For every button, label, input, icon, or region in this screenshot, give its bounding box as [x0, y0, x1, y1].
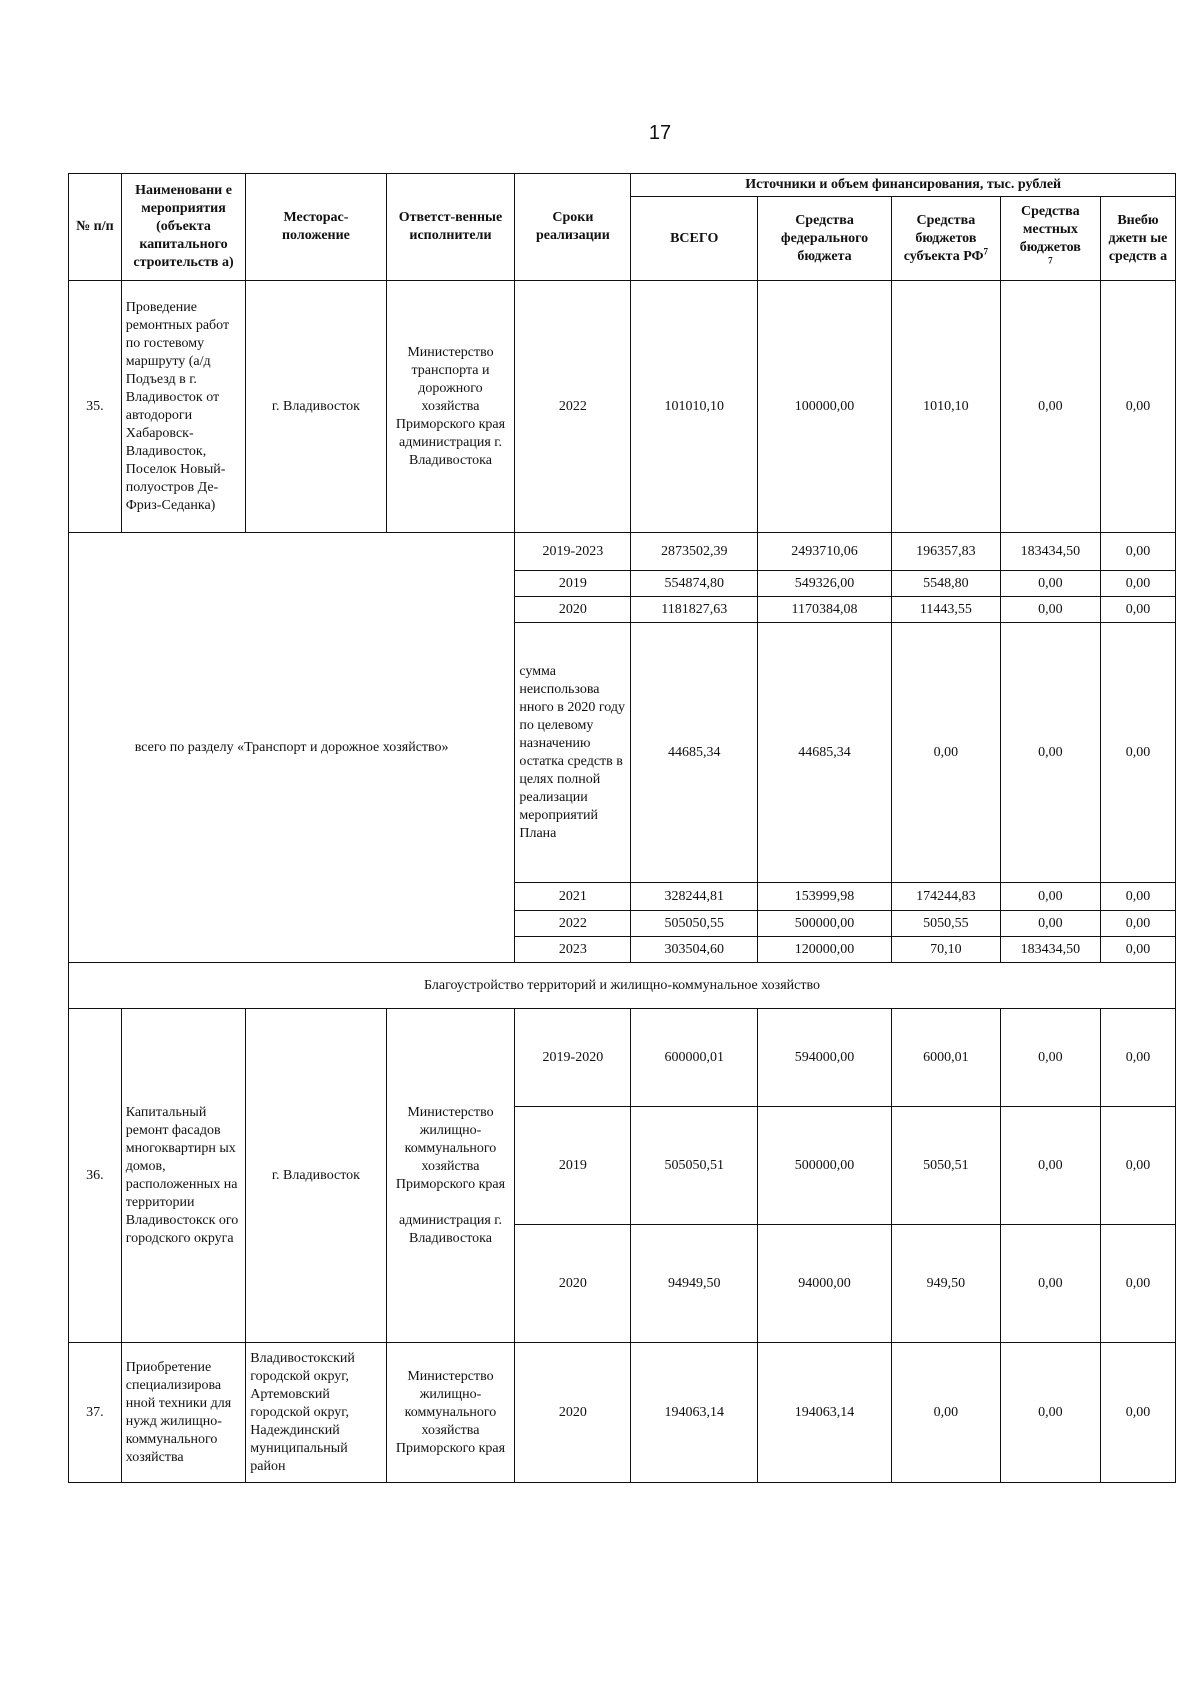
row36-total: 94949,50: [631, 1225, 758, 1343]
total-federal: 2493710,06: [758, 533, 892, 571]
row35-extra: 0,00: [1100, 281, 1175, 533]
row36-executors-ministry: Министерство жилищно-коммунального хозяйства Приморского края: [395, 1104, 506, 1192]
row36-executors-admin: администрация г. Владивостока: [398, 1212, 502, 1246]
row37-total: 194063,14: [631, 1343, 758, 1483]
header-total: ВСЕГО: [631, 197, 758, 281]
total-sum: 1181827,63: [631, 597, 758, 623]
total-local: 183434,50: [1000, 937, 1100, 963]
table-row-37: [69, 1343, 1176, 1483]
total-federal: 44685,34: [758, 623, 892, 883]
total-local: 0,00: [1000, 883, 1100, 911]
row36-federal: 500000,00: [758, 1107, 892, 1225]
total-sum: 328244,81: [631, 883, 758, 911]
total-regional: 196357,83: [892, 533, 1001, 571]
total-extra: 0,00: [1100, 597, 1175, 623]
row35-term: 2022: [515, 281, 631, 533]
row36-name: Капитальный ремонт фасадов многоквартирн ых домов, расположенных на территории Владивостокск ого городского округа: [121, 1009, 246, 1343]
total-regional: 5548,80: [892, 571, 1001, 597]
total-sum: 303504,60: [631, 937, 758, 963]
section2-title: Благоустройство территорий и жилищно-коммунальное хозяйство: [69, 963, 1176, 1009]
total-sum: 505050,55: [631, 911, 758, 937]
total-sum: 554874,80: [631, 571, 758, 597]
row35-regional: 1010,10: [892, 281, 1001, 533]
row37-local: 0,00: [1000, 1343, 1100, 1483]
total-local: 0,00: [1000, 571, 1100, 597]
row36-local: 0,00: [1000, 1225, 1100, 1343]
total-term: 2019-2023: [515, 533, 631, 571]
header-row-1: [69, 174, 1176, 197]
header-extra: Внебю джетн ые средств а: [1100, 197, 1175, 281]
header-local-label: Средства местных бюджетов: [1019, 203, 1081, 255]
section-total-label: всего по разделу «Транспорт и дорожное хозяйство»: [69, 533, 515, 963]
header-sources: Источники и объем финансирования, тыс. рублей: [631, 174, 1176, 197]
row36-extra: 0,00: [1100, 1225, 1175, 1343]
row36-extra: 0,00: [1100, 1107, 1175, 1225]
total-term: 2021: [515, 883, 631, 911]
header-regional-label: Средства бюджетов субъекта РФ: [903, 212, 984, 264]
row36-local: 0,00: [1000, 1107, 1100, 1225]
table-row-36: [69, 1009, 1176, 1107]
row36-local: 0,00: [1000, 1009, 1100, 1107]
total-regional: 11443,55: [892, 597, 1001, 623]
total-extra: 0,00: [1100, 571, 1175, 597]
row36-federal: 94000,00: [758, 1225, 892, 1343]
row36-federal: 594000,00: [758, 1009, 892, 1107]
total-extra: 0,00: [1100, 623, 1175, 883]
total-local: 0,00: [1000, 911, 1100, 937]
row35-local: 0,00: [1000, 281, 1100, 533]
total-sum: 44685,34: [631, 623, 758, 883]
page-number: 17: [648, 122, 672, 144]
row37-term: 2020: [515, 1343, 631, 1483]
row36-executors: [386, 1009, 515, 1343]
row36-term: 2020: [515, 1225, 631, 1343]
total-row-0: [69, 533, 1176, 571]
total-term: 2022: [515, 911, 631, 937]
total-federal: 153999,98: [758, 883, 892, 911]
row36-total: 600000,01: [631, 1009, 758, 1107]
row36-term: 2019: [515, 1107, 631, 1225]
header-name: Наименовани е мероприятия (объекта капитального строительств а): [121, 174, 246, 281]
total-regional: 0,00: [892, 623, 1001, 883]
total-federal: 120000,00: [758, 937, 892, 963]
row36-term: 2019-2020: [515, 1009, 631, 1107]
row36-regional: 6000,01: [892, 1009, 1001, 1107]
header-location: Месторас-положение: [246, 174, 386, 281]
row36-num: 36.: [69, 1009, 122, 1343]
row35-location: г. Владивосток: [246, 281, 386, 533]
total-federal: 549326,00: [758, 571, 892, 597]
header-local-note: 7: [1048, 254, 1053, 265]
row36-extra: 0,00: [1100, 1009, 1175, 1107]
total-regional: 5050,55: [892, 911, 1001, 937]
row37-num: 37.: [69, 1343, 122, 1483]
row36-regional: 949,50: [892, 1225, 1001, 1343]
total-term: 2019: [515, 571, 631, 597]
row35-name: Проведение ремонтных работ по гостевому маршруту (а/д Подъезд в г. Владивосток от автодороги Хабаровск-Владивосток, Поселок Новый-полуостров Де-Фриз-Седанка): [121, 281, 246, 533]
row37-location: Владивостокский городской округ, Артемовский городской округ, Надеждинский муниципальный район: [246, 1343, 386, 1483]
table-row-35: [69, 281, 1176, 533]
row37-regional: 0,00: [892, 1343, 1001, 1483]
row36-regional: 5050,51: [892, 1107, 1001, 1225]
total-sum: 2873502,39: [631, 533, 758, 571]
total-regional: 70,10: [892, 937, 1001, 963]
row37-name: Приобретение специализирова нной техники для нужд жилищно-коммунального хозяйства: [121, 1343, 246, 1483]
row35-total: 101010,10: [631, 281, 758, 533]
row36-total: 505050,51: [631, 1107, 758, 1225]
header-terms: Сроки реализации: [515, 174, 631, 281]
total-regional: 174244,83: [892, 883, 1001, 911]
total-term-unused-balance: сумма неиспользова нного в 2020 году по целевому назначению остатка средств в целях полной реализации мероприятий Плана: [515, 623, 631, 883]
total-extra: 0,00: [1100, 937, 1175, 963]
section2-title-row: [69, 963, 1176, 1009]
total-federal: 500000,00: [758, 911, 892, 937]
header-local: [1000, 197, 1100, 281]
row37-executors: Министерство жилищно-коммунального хозяйства Приморского края: [386, 1343, 515, 1483]
row37-federal: 194063,14: [758, 1343, 892, 1483]
header-federal: Средства федерального бюджета: [758, 197, 892, 281]
financing-table: [68, 173, 1176, 1483]
total-federal: 1170384,08: [758, 597, 892, 623]
total-term: 2023: [515, 937, 631, 963]
header-regional-note: 7: [983, 245, 989, 256]
header-executors: Ответст-венные исполнители: [386, 174, 515, 281]
total-term: 2020: [515, 597, 631, 623]
header-num: № п/п: [69, 174, 122, 281]
row36-location: г. Владивосток: [246, 1009, 386, 1343]
total-local: 0,00: [1000, 623, 1100, 883]
total-extra: 0,00: [1100, 533, 1175, 571]
row35-executors: Министерство транспорта и дорожного хозяйства Приморского края администрация г. Владивостока: [386, 281, 515, 533]
total-local: 183434,50: [1000, 533, 1100, 571]
total-extra: 0,00: [1100, 911, 1175, 937]
total-local: 0,00: [1000, 597, 1100, 623]
row37-extra: 0,00: [1100, 1343, 1175, 1483]
total-extra: 0,00: [1100, 883, 1175, 911]
header-regional: [892, 197, 1001, 281]
row35-num: 35.: [69, 281, 122, 533]
row35-federal: 100000,00: [758, 281, 892, 533]
